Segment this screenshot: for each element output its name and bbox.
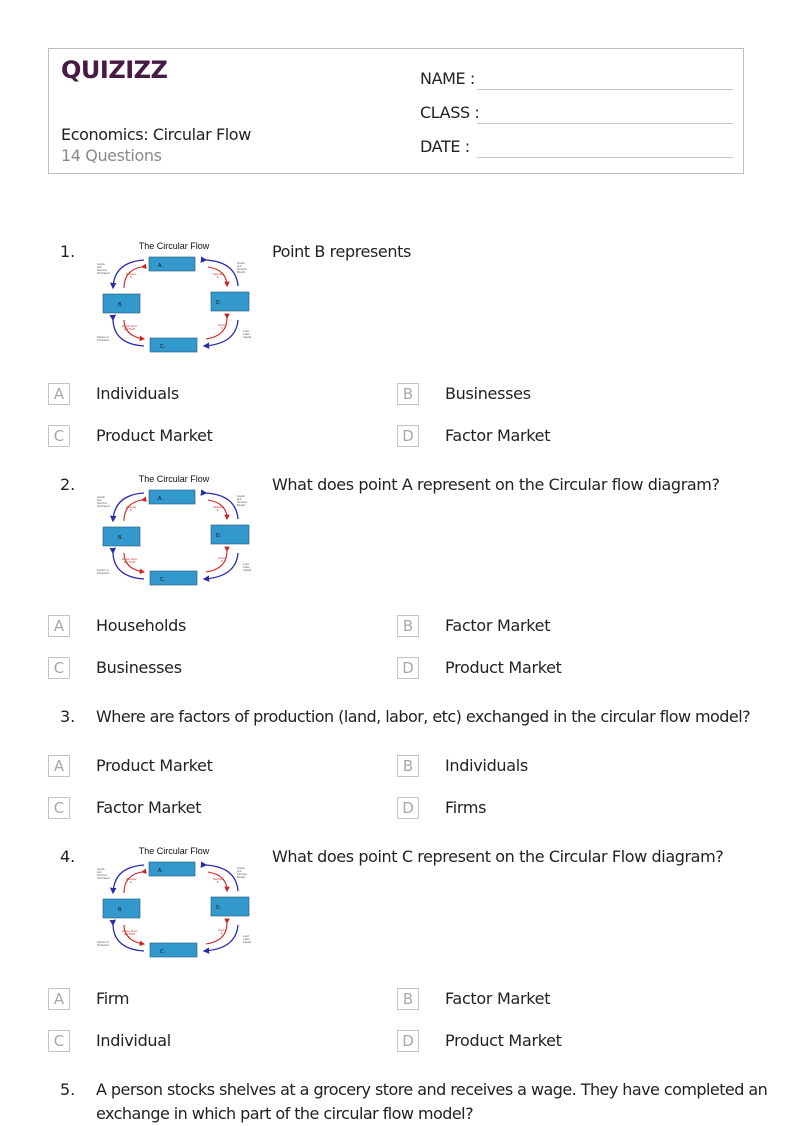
svg-text:Revenue: Revenue <box>126 506 137 509</box>
circular-flow-figure <box>96 845 254 957</box>
option-a-text[interactable]: Firm <box>96 989 130 1008</box>
svg-text:$: $ <box>130 881 132 884</box>
svg-text:Labor: Labor <box>243 938 250 941</box>
svg-text:$: $ <box>221 327 223 330</box>
question-text: What does point C represent on the Circular Flow diagram? <box>272 847 724 866</box>
svg-text:$: $ <box>128 331 130 334</box>
question-text-line-2: exchange in which part of the circular flow model? <box>96 1104 474 1123</box>
svg-text:Goods: Goods <box>97 496 105 499</box>
svg-text:Capital: Capital <box>243 569 252 572</box>
svg-text:Services: Services <box>97 874 107 877</box>
class-line[interactable] <box>477 123 733 124</box>
svg-text:Income: Income <box>218 557 227 560</box>
option-a-box[interactable]: A <box>48 383 70 405</box>
question-number: 1. <box>60 242 76 261</box>
svg-text:and: and <box>237 498 242 501</box>
option-a-box[interactable]: A <box>48 755 70 777</box>
svg-text:Goods: Goods <box>237 495 245 498</box>
svg-text:Spending: Spending <box>213 273 224 276</box>
svg-text:C.: C. <box>160 949 165 955</box>
question-count: 14 Questions <box>61 146 162 165</box>
question-number: 3. <box>60 707 76 726</box>
date-line[interactable] <box>477 157 733 158</box>
option-d-box[interactable]: D <box>397 1030 419 1052</box>
svg-text:Services: Services <box>97 269 107 272</box>
svg-text:$: $ <box>128 936 130 939</box>
svg-text:Land: Land <box>243 330 249 333</box>
svg-text:The Circular Flow: The Circular Flow <box>138 241 210 251</box>
option-c-text[interactable]: Product Market <box>96 426 213 445</box>
svg-text:Spending: Spending <box>213 506 224 509</box>
svg-text:Factors of: Factors of <box>97 336 109 339</box>
question-text-line-1: A person stocks shelves at a grocery store and receives a wage. They have completed an <box>96 1080 768 1099</box>
svg-text:Labor: Labor <box>243 566 250 569</box>
svg-text:Factors of: Factors of <box>97 569 109 572</box>
svg-text:and Profit: and Profit <box>124 933 136 936</box>
svg-text:Purchased: Purchased <box>97 272 110 275</box>
option-a-text[interactable]: Individuals <box>96 384 179 403</box>
svg-text:and: and <box>97 871 102 874</box>
svg-text:Revenue: Revenue <box>126 273 137 276</box>
svg-text:D.: D. <box>216 533 221 539</box>
svg-text:Services: Services <box>237 873 247 876</box>
svg-text:A.: A. <box>158 868 163 874</box>
option-b-text[interactable]: Factor Market <box>445 616 551 635</box>
svg-text:and: and <box>97 499 102 502</box>
svg-text:Purchased: Purchased <box>97 877 110 880</box>
svg-text:Capital: Capital <box>243 336 252 339</box>
option-c-text[interactable]: Individual <box>96 1031 171 1050</box>
logo-wordmark: QUIZIZZ <box>61 56 168 84</box>
svg-text:Factors of: Factors of <box>97 941 109 944</box>
option-d-text[interactable]: Product Market <box>445 658 562 677</box>
svg-text:$: $ <box>221 560 223 563</box>
option-c-box[interactable]: C <box>48 657 70 679</box>
svg-text:$: $ <box>217 881 219 884</box>
svg-text:and: and <box>237 870 242 873</box>
svg-text:Goods: Goods <box>97 263 105 266</box>
svg-text:D.: D. <box>216 300 221 306</box>
option-d-box[interactable]: D <box>397 425 419 447</box>
svg-text:A.: A. <box>158 263 163 269</box>
option-b-box[interactable]: B <box>397 615 419 637</box>
svg-text:Spending: Spending <box>213 878 224 881</box>
svg-text:Production: Production <box>97 944 110 947</box>
svg-text:A.: A. <box>158 496 163 502</box>
svg-text:Income: Income <box>218 929 227 932</box>
option-a-text[interactable]: Households <box>96 616 187 635</box>
svg-text:D.: D. <box>216 905 221 911</box>
svg-text:Services: Services <box>97 502 107 505</box>
option-d-box[interactable]: D <box>397 797 419 819</box>
svg-text:Production: Production <box>97 339 110 342</box>
svg-text:and Profit: and Profit <box>124 561 136 564</box>
svg-text:Land: Land <box>243 563 249 566</box>
svg-text:Wages, Rent,: Wages, Rent, <box>122 325 138 328</box>
option-c-box[interactable]: C <box>48 1030 70 1052</box>
svg-text:Bought: Bought <box>237 876 246 879</box>
option-d-text[interactable]: Factor Market <box>445 426 551 445</box>
svg-text:Land: Land <box>243 935 249 938</box>
option-b-text[interactable]: Businesses <box>445 384 531 403</box>
svg-text:and Profit: and Profit <box>124 328 136 331</box>
class-label: CLASS : <box>420 103 480 122</box>
svg-text:Capital: Capital <box>243 941 252 944</box>
svg-text:$: $ <box>130 276 132 279</box>
svg-text:and: and <box>97 266 102 269</box>
option-b-box[interactable]: B <box>397 383 419 405</box>
svg-text:C.: C. <box>160 344 165 350</box>
svg-text:$: $ <box>221 932 223 935</box>
option-a-box[interactable]: A <box>48 988 70 1010</box>
option-c-text[interactable]: Businesses <box>96 658 182 677</box>
svg-text:Bought: Bought <box>237 504 246 507</box>
option-c-box[interactable]: C <box>48 797 70 819</box>
svg-text:$: $ <box>128 564 130 567</box>
svg-text:Labor: Labor <box>243 333 250 336</box>
option-d-text[interactable]: Firms <box>445 798 487 817</box>
option-b-text[interactable]: Factor Market <box>445 989 551 1008</box>
option-d-text[interactable]: Product Market <box>445 1031 562 1050</box>
svg-text:Goods: Goods <box>237 262 245 265</box>
svg-text:and: and <box>237 265 242 268</box>
svg-text:Wages, Rent,: Wages, Rent, <box>122 558 138 561</box>
svg-text:The Circular Flow: The Circular Flow <box>138 474 210 484</box>
worksheet-title: Economics: Circular Flow <box>61 125 251 144</box>
svg-text:The Circular Flow: The Circular Flow <box>138 846 210 856</box>
circular-flow-figure <box>96 473 254 585</box>
svg-text:Goods: Goods <box>97 868 105 871</box>
option-c-text[interactable]: Factor Market <box>96 798 202 817</box>
question-number: 5. <box>60 1080 76 1099</box>
name-line[interactable] <box>477 89 733 90</box>
svg-text:Services: Services <box>237 501 247 504</box>
option-a-text[interactable]: Product Market <box>96 756 213 775</box>
svg-text:Purchased: Purchased <box>97 505 110 508</box>
question-text: What does point A represent on the Circular flow diagram? <box>272 475 720 494</box>
date-label: DATE : <box>420 137 470 156</box>
option-a-box[interactable]: A <box>48 615 70 637</box>
svg-text:Production: Production <box>97 572 110 575</box>
option-d-box[interactable]: D <box>397 657 419 679</box>
svg-text:Revenue: Revenue <box>126 878 137 881</box>
svg-text:Bought: Bought <box>237 271 246 274</box>
svg-text:B.: B. <box>118 907 123 913</box>
svg-text:B.: B. <box>118 302 123 308</box>
question-number: 2. <box>60 475 76 494</box>
svg-text:$: $ <box>130 509 132 512</box>
svg-text:Income: Income <box>218 324 227 327</box>
quizizz-logo <box>61 56 168 84</box>
option-b-box[interactable]: B <box>397 755 419 777</box>
option-c-box[interactable]: C <box>48 425 70 447</box>
svg-text:$: $ <box>217 276 219 279</box>
svg-text:Services: Services <box>237 268 247 271</box>
circular-flow-figure <box>96 240 254 352</box>
option-b-text[interactable]: Individuals <box>445 756 528 775</box>
question-text: Point B represents <box>272 242 411 261</box>
svg-text:C.: C. <box>160 577 165 583</box>
svg-text:Wages, Rent,: Wages, Rent, <box>122 930 138 933</box>
option-b-box[interactable]: B <box>397 988 419 1010</box>
svg-text:$: $ <box>217 509 219 512</box>
svg-text:Goods: Goods <box>237 867 245 870</box>
question-text: Where are factors of production (land, labor, etc) exchanged in the circular flow model? <box>96 707 751 726</box>
name-label: NAME : <box>420 69 475 88</box>
svg-text:B.: B. <box>118 535 123 541</box>
question-number: 4. <box>60 847 76 866</box>
worksheet-header <box>48 48 744 174</box>
